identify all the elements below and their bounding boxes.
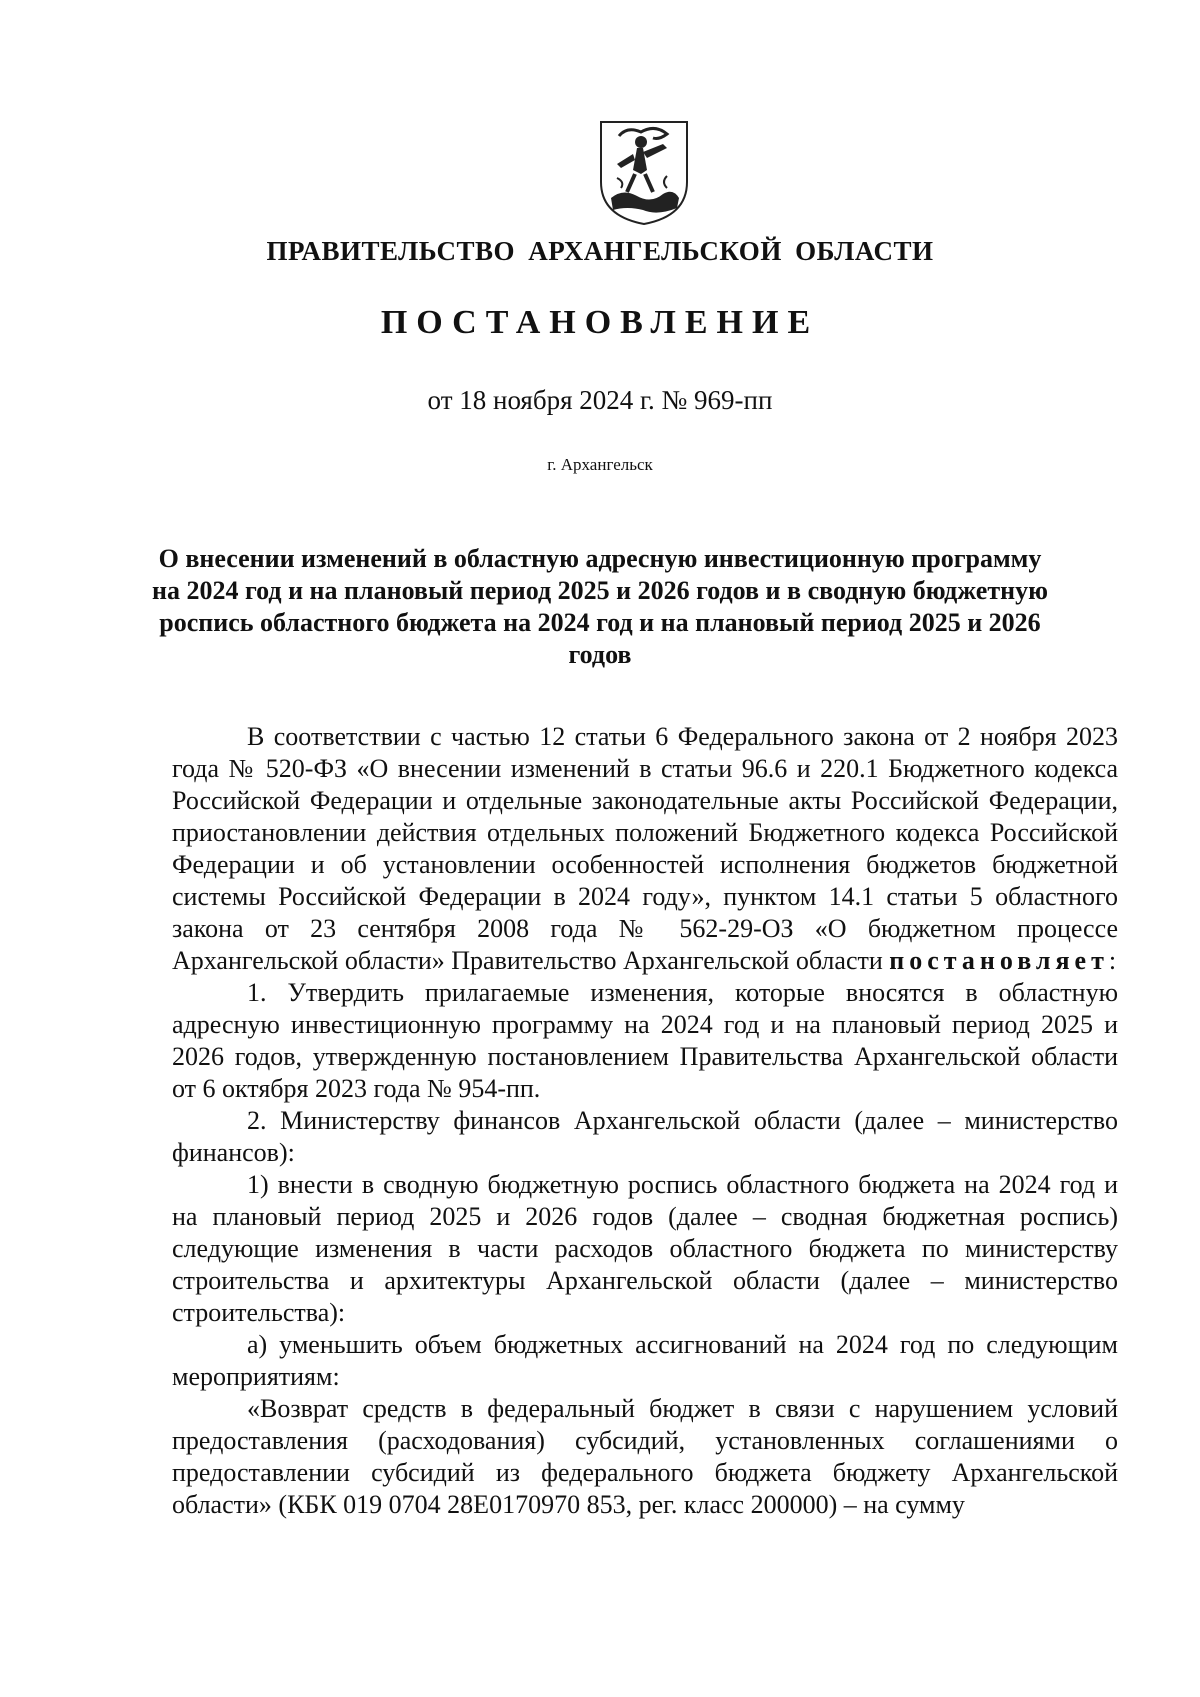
item-1-paragraph: 1. Утвердить прилагаемые изменения, которые вносятся в областную адресную инвестиционную программу на 2024 год и на плановый период 2025 и 2026 годов, утвержденную постановлением Правительства Архангельской области от 6 октября 2023 года № 954-пп. [172,978,1118,1103]
document-title: О внесении изменений в областную адресную инвестиционную программу на 2024 год и на плановый период 2025 и 2026 годов и в сводную бюджетную роспись областного бюджета на 2024 год и на плановый период 2025 и 2026 годов [152,544,1048,669]
measure-paragraph: «Возврат средств в федеральный бюджет в связи с нарушением условий предоставления (расходования) субсидий, установленных соглашениями о предоставлении субсидий из федерального бюджета бюджету Архангельской области» (КБК 019 0704 28Е0170970 853, рег. класс 200000) – на сумму [172,1394,1118,1519]
document-type: ПОСТАНОВЛЕНИЕ [380,304,820,341]
resolves-word: постановляет [889,946,1109,975]
organization-name: ПРАВИТЕЛЬСТВО АРХАНГЕЛЬСКОЙ ОБЛАСТИ [266,236,934,266]
preamble-paragraph [172,721,1118,977]
item-2-1-a-paragraph: а) уменьшить объем бюджетных ассигнований на 2024 год по следующим мероприятиям: [172,1330,1118,1391]
resolves-suffix: : [1108,946,1117,975]
preamble-text: В соответствии с частью 12 статьи 6 Федерального закона от 2 ноября 2023 года № 520-ФЗ «О внесении изменений в статьи 96.6 и 220.1 Бюджетного кодекса Российской Федерации и отдельные законодательные акты Российской Федерации, приостановлении действия отдельных положений Бюджетного кодекса Российской Федерации и об установлении особенностей исполнения бюджетов бюджетной системы Российской Федерации в 2024 году», пунктом 14.1 статьи 5 областного закона от 23 сентября 2008 года № 562-29-ОЗ «О бюджетном процессе Архангельской области» Правительство Архангельской области [172,722,1118,975]
document-city: г. Архангельск [547,455,653,474]
item-2-paragraph: 2. Министерству финансов Архангельской области (далее – министерство финансов): [172,1106,1118,1167]
document-date-number: от 18 ноября 2024 г. № 969-пп [427,385,773,415]
item-2-1-paragraph: 1) внести в сводную бюджетную роспись областного бюджета на 2024 год и на плановый период 2025 и 2026 годов (далее – сводная бюджетная роспись) следующие изменения в части расходов областного бюджета по министерству строительства и архитектуры Архангельской области (далее – министерство строительства): [172,1170,1118,1327]
coat-of-arms-emblem [597,118,691,226]
document-body [172,721,1118,1521]
